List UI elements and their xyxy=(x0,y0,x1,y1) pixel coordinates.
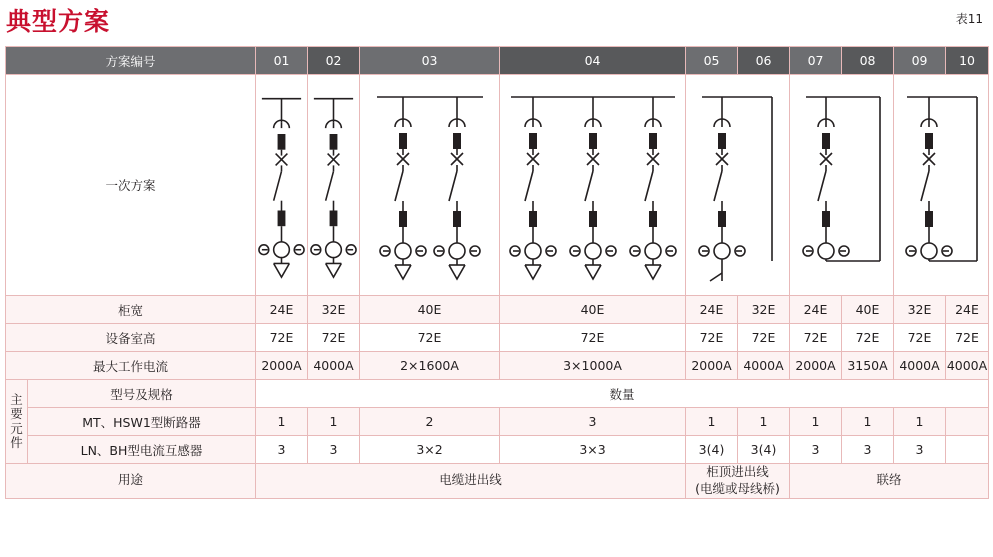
max-current-10: 4000A xyxy=(946,352,989,380)
cabinet-width-08: 40E xyxy=(842,296,894,324)
row-max-current xyxy=(6,352,989,380)
header-scheme-09: 09 xyxy=(894,47,946,75)
ct-01: 3 xyxy=(256,436,308,464)
breaker-02: 1 xyxy=(308,408,360,436)
diagram-scheme-02 xyxy=(308,75,360,296)
ct-04: 3×3 xyxy=(500,436,686,464)
room-height-04: 72E xyxy=(500,324,686,352)
cabinet-width-01: 24E xyxy=(256,296,308,324)
room-height-02: 72E xyxy=(308,324,360,352)
label-ct: LN、BH型电流互感器 xyxy=(28,436,256,464)
primary-scheme-label: 一次方案 xyxy=(6,75,256,296)
room-height-05: 72E xyxy=(686,324,738,352)
breaker-10 xyxy=(946,408,989,436)
ct-07: 3 xyxy=(790,436,842,464)
table-header-row xyxy=(6,47,989,75)
max-current-06: 4000A xyxy=(738,352,790,380)
typical-schemes-table xyxy=(5,46,989,499)
room-height-09: 72E xyxy=(894,324,946,352)
max-current-07: 2000A xyxy=(790,352,842,380)
group-label-char-1: 要 xyxy=(10,406,23,422)
label-room-height: 设备室高 xyxy=(6,324,256,352)
room-height-03: 72E xyxy=(360,324,500,352)
cabinet-width-04: 40E xyxy=(500,296,686,324)
header-scheme-08: 08 xyxy=(842,47,894,75)
label-cabinet-width: 柜宽 xyxy=(6,296,256,324)
diagram-scheme-03 xyxy=(360,75,500,296)
row-breaker xyxy=(6,408,989,436)
usage-top-entry-line2: (电缆或母线桥) xyxy=(695,480,780,496)
group-label-char-3: 件 xyxy=(10,434,23,450)
diagram-cell-inner xyxy=(500,75,685,295)
header-scheme-06: 06 xyxy=(738,47,790,75)
room-height-01: 72E xyxy=(256,324,308,352)
model-spec-quantity: 数量 xyxy=(256,380,989,408)
ct-10 xyxy=(946,436,989,464)
cabinet-width-02: 32E xyxy=(308,296,360,324)
diagram-scheme-04 xyxy=(500,75,686,296)
diagram-scheme-01 xyxy=(256,75,308,296)
usage-top-entry-line1: 柜顶进出线 xyxy=(706,464,769,479)
diagram-cell-inner xyxy=(360,75,499,295)
ct-05: 3(4) xyxy=(686,436,738,464)
diagram-cell-inner xyxy=(686,75,789,295)
row-cabinet-width xyxy=(6,296,989,324)
table-number-label: 表11 xyxy=(955,12,983,26)
ct-02: 3 xyxy=(308,436,360,464)
usage-cable-in-out: 电缆进出线 xyxy=(256,464,686,499)
cabinet-width-03: 40E xyxy=(360,296,500,324)
group-label-char-2: 元 xyxy=(10,420,23,436)
room-height-10: 72E xyxy=(946,324,989,352)
room-height-08: 72E xyxy=(842,324,894,352)
room-height-06: 72E xyxy=(738,324,790,352)
diagram-scheme-05-06 xyxy=(686,75,790,296)
ct-09: 3 xyxy=(894,436,946,464)
max-current-08: 3150A xyxy=(842,352,894,380)
ct-06: 3(4) xyxy=(738,436,790,464)
diagram-cell-inner xyxy=(256,75,307,295)
max-current-03: 2×1600A xyxy=(360,352,500,380)
primary-scheme-diagram-row xyxy=(6,75,989,296)
label-max-current: 最大工作电流 xyxy=(6,352,256,380)
usage-tie: 联络 xyxy=(790,464,989,499)
header-scheme-01: 01 xyxy=(256,47,308,75)
cabinet-width-06: 32E xyxy=(738,296,790,324)
group-label-char-0: 主 xyxy=(10,391,23,407)
max-current-01: 2000A xyxy=(256,352,308,380)
row-ct xyxy=(6,436,989,464)
diagram-cell-inner xyxy=(308,75,359,295)
header-scheme-number-label: 方案编号 xyxy=(6,47,256,75)
ct-03: 3×2 xyxy=(360,436,500,464)
header-scheme-10: 10 xyxy=(946,47,989,75)
label-model-spec: 型号及规格 xyxy=(28,380,256,408)
breaker-07: 1 xyxy=(790,408,842,436)
usage-top-entry xyxy=(686,464,790,499)
breaker-09: 1 xyxy=(894,408,946,436)
header-scheme-02: 02 xyxy=(308,47,360,75)
breaker-05: 1 xyxy=(686,408,738,436)
cabinet-width-09: 32E xyxy=(894,296,946,324)
header-scheme-07: 07 xyxy=(790,47,842,75)
row-room-height xyxy=(6,324,989,352)
breaker-08: 1 xyxy=(842,408,894,436)
header-scheme-04: 04 xyxy=(500,47,686,75)
max-current-04: 3×1000A xyxy=(500,352,686,380)
header-scheme-05: 05 xyxy=(686,47,738,75)
max-current-05: 2000A xyxy=(686,352,738,380)
label-breaker: MT、HSW1型断路器 xyxy=(28,408,256,436)
group-label-main-components xyxy=(6,380,28,464)
row-usage xyxy=(6,464,989,499)
cabinet-width-07: 24E xyxy=(790,296,842,324)
breaker-06: 1 xyxy=(738,408,790,436)
label-usage: 用途 xyxy=(6,464,256,499)
diagram-cell-inner xyxy=(894,75,988,295)
breaker-03: 2 xyxy=(360,408,500,436)
diagram-scheme-09-10 xyxy=(894,75,989,296)
diagram-cell-inner xyxy=(790,75,893,295)
ct-08: 3 xyxy=(842,436,894,464)
page-title: 典型方案 xyxy=(6,7,111,36)
cabinet-width-05: 24E xyxy=(686,296,738,324)
row-model-spec xyxy=(6,380,989,408)
cabinet-width-10: 24E xyxy=(946,296,989,324)
room-height-07: 72E xyxy=(790,324,842,352)
breaker-04: 3 xyxy=(500,408,686,436)
breaker-01: 1 xyxy=(256,408,308,436)
max-current-02: 4000A xyxy=(308,352,360,380)
diagram-scheme-07-08 xyxy=(790,75,894,296)
header-scheme-03: 03 xyxy=(360,47,500,75)
max-current-09: 4000A xyxy=(894,352,946,380)
